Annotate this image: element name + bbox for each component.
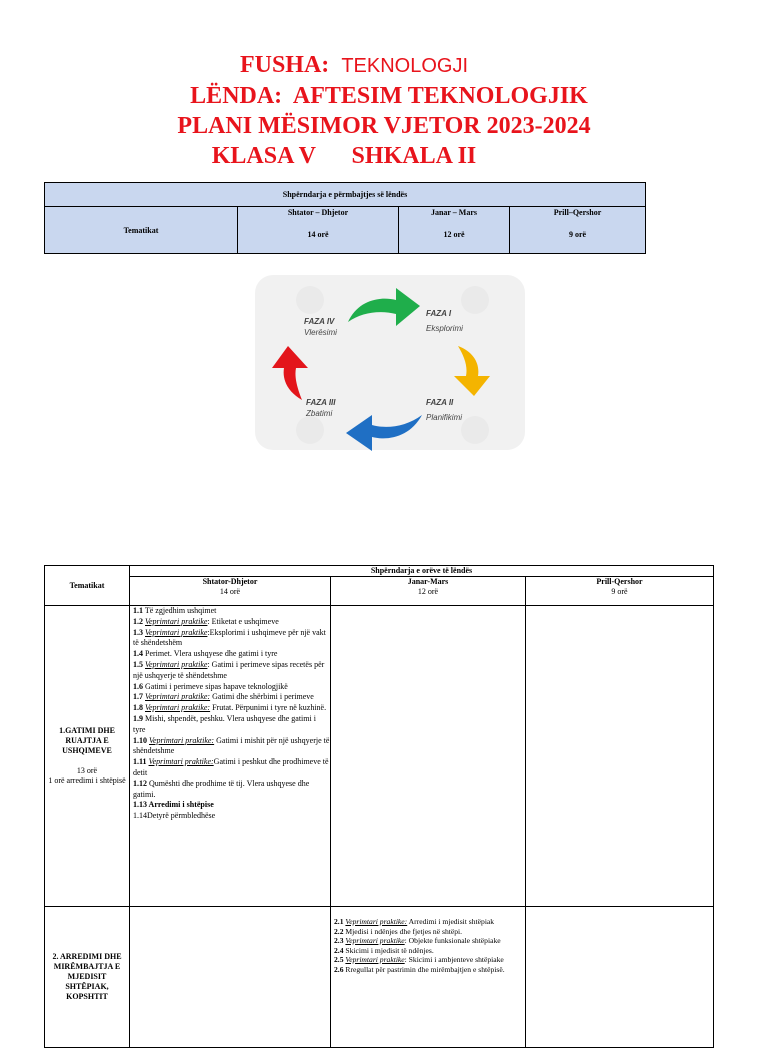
topic-item — [334, 946, 525, 956]
period-hours: 12 orë — [417, 587, 439, 596]
topic-text: Gatimi i peshkut dhe prodhimeve të detit — [133, 757, 329, 777]
phase-name: FAZA II — [426, 398, 454, 407]
theme-2-fall-cell — [130, 907, 331, 1048]
period-hours: 12 orë — [443, 230, 465, 239]
topic-item — [133, 628, 330, 650]
theme-1-winter-cell — [331, 606, 526, 907]
theme-hours: 13 orë — [76, 766, 98, 775]
fusha-label: FUSHA: — [239, 52, 330, 78]
practical-activity-label: Veprimtari praktike: — [345, 917, 408, 926]
period-hours: 9 orë — [568, 230, 587, 239]
topic-number: 2.4 — [334, 945, 344, 955]
topic-number: 1.9 — [133, 713, 143, 723]
red-arrow-icon — [258, 342, 320, 402]
document-title-block — [0, 50, 768, 171]
phase-1 — [426, 308, 463, 334]
topic-text: Arredimi i mjedisit shtëpiak — [407, 917, 495, 926]
topic-item: 1.14Detyrë përmbledhëse — [133, 811, 216, 821]
topic-text: Perimet. Vlera ushqyese dhe gatimi i tyre — [143, 649, 278, 659]
phase-name: FAZA IV — [304, 317, 335, 326]
topic-number: 1.11 — [133, 757, 147, 767]
topic-item — [334, 955, 525, 965]
subject-line — [0, 81, 768, 111]
topic-number: 2.3 — [334, 936, 344, 945]
klasa-label: KLASA V — [211, 143, 316, 169]
theme-1-fall-cell — [130, 606, 331, 907]
phase-2 — [426, 397, 462, 423]
period-name: Janar – Mars — [430, 208, 478, 217]
class-line — [0, 141, 768, 171]
topic-text: : Skicimi i ambjenteve shtëpiake — [404, 955, 504, 964]
period-header — [238, 207, 399, 254]
topic-number: 1.7 — [133, 692, 143, 702]
blue-arrow-icon — [342, 407, 426, 455]
topic-item: 1.13 Arredimi i shtëpise — [133, 800, 214, 810]
topic-item — [133, 606, 330, 617]
topic-item — [133, 703, 330, 714]
content-distribution-table — [44, 182, 646, 254]
phase-label: Planifikimi — [426, 413, 463, 422]
lenda-label: LËNDA: — [190, 83, 283, 109]
practical-activity-label: Veprimtari praktike: — [145, 692, 211, 702]
topic-list — [133, 606, 330, 800]
topic-text: Skicimi i mjedisit të ndënjes. — [343, 945, 434, 955]
practical-activity-label: Veprimtari praktike: — [145, 703, 211, 713]
period-name: Shtator – Dhjetor — [287, 208, 349, 217]
theme-2-cell — [45, 907, 130, 1048]
topic-number: 1.5 — [133, 659, 143, 669]
content-distribution-title: Shpërndarja e përmbajtjes së lëndës — [45, 183, 646, 207]
plan-title: PLANI MËSIMOR VJETOR 2023-2024 — [177, 113, 591, 139]
topic-text: Gatimi dhe shërbimi i perimeve — [210, 692, 314, 702]
theme-title: 2. ARREDIMI DHE MIRËMBAJTJA E MJEDISIT SHTËPIAK, KOPSHTIT — [52, 952, 122, 1001]
phase-4 — [304, 316, 337, 338]
practical-activity-label: Veprimtari praktike — [145, 616, 208, 626]
topic-text: Gatimi i perimeve sipas hapave teknologjikë — [143, 681, 288, 691]
themes-header: Tematikat — [45, 566, 130, 606]
topic-item — [133, 736, 330, 758]
practical-activity-label: Veprimtari praktike — [345, 955, 405, 964]
theme-2-winter-cell — [331, 907, 526, 1048]
topic-item — [133, 660, 330, 682]
topic-number: 2.6 — [334, 964, 344, 974]
topic-text: Mjedisi i ndënjes dhe fjetjes në shtëpi. — [343, 926, 463, 936]
topic-number: 1.10 — [133, 735, 147, 745]
period-header — [510, 207, 646, 254]
topic-text: Frutat. Përpunimi i tyre në kuzhinë. — [210, 703, 327, 713]
theme-title: 1.GATIMI DHE RUAJTJA E USHQIMEVE — [59, 726, 115, 755]
topic-number: 1.12 — [133, 778, 147, 788]
topic-item — [334, 917, 525, 927]
topic-number: 1.2 — [133, 616, 143, 626]
topic-text: : Gatimi i perimeve sipas recetës për një ushqyerje të shëndetshme — [133, 659, 325, 680]
hours-distribution-table — [44, 565, 714, 1048]
period-hours: 14 orë — [219, 587, 241, 596]
practical-activity-label: Veprimtari praktike: — [149, 735, 215, 745]
green-arrow-icon — [344, 282, 424, 332]
topic-item — [334, 936, 525, 946]
hours-distribution-title: Shpërndarja e orëve të lëndës — [130, 566, 714, 577]
phase-3 — [306, 397, 335, 419]
phase-label: Zbatimi — [306, 409, 333, 418]
period-name: Janar-Mars — [407, 577, 449, 586]
yellow-arrow-icon — [440, 342, 500, 398]
topic-number: 2.5 — [334, 955, 344, 964]
topic-item — [133, 692, 330, 703]
period-header — [130, 577, 331, 606]
topic-text: Të zgjedhim ushqimet — [143, 606, 217, 615]
period-name: Prill–Qershor — [553, 208, 602, 217]
phase-label: Eksplorimi — [426, 324, 463, 333]
shkala-label: SHKALA II — [351, 143, 477, 169]
topic-text: Gatimi i mishit për një ushqyerje të shëndetshme — [133, 735, 330, 756]
topic-number: 2.1 — [334, 917, 344, 926]
themes-header: Tematikat — [45, 207, 238, 254]
theme-extra-hours: 1 orë arredimi i shtëpisë — [48, 776, 126, 785]
topic-number: 1.4 — [133, 649, 143, 659]
topic-text: : Objekte funksionale shtëpiake — [404, 936, 501, 945]
topic-number: 2.2 — [334, 926, 344, 936]
phase-cycle-diagram — [250, 270, 530, 455]
period-header — [526, 577, 714, 606]
theme-2-spring-cell — [526, 907, 714, 1048]
topic-number: 1.6 — [133, 681, 143, 691]
period-header — [399, 207, 510, 254]
topic-text: : Etiketat e ushqimeve — [207, 616, 279, 626]
period-name: Shtator-Dhjetor — [202, 577, 258, 586]
period-header — [331, 577, 526, 606]
topic-item — [133, 682, 330, 693]
period-name: Prill-Qershor — [596, 577, 643, 586]
theme-1-cell — [45, 606, 130, 907]
phase-name: FAZA I — [426, 309, 452, 318]
topic-item — [133, 649, 330, 660]
practical-activity-label: Veprimtari praktike: — [148, 757, 214, 767]
phase-name: FAZA III — [306, 398, 336, 407]
practical-activity-label: Veprimtari praktike — [145, 627, 208, 637]
topic-item — [133, 779, 330, 801]
topic-text: Qumështi dhe prodhime të tij. Vlera ushqyese dhe gatimi. — [133, 778, 310, 799]
topic-number: 1.8 — [133, 703, 143, 713]
phase-label: Vlerësimi — [304, 328, 337, 337]
period-hours: 14 orë — [307, 230, 329, 239]
topic-number: 1.3 — [133, 627, 143, 637]
topic-item — [334, 965, 525, 975]
subject-area-line — [0, 50, 768, 81]
topic-item — [133, 757, 330, 779]
practical-activity-label: Veprimtari praktike — [145, 659, 208, 669]
theme-1-spring-cell — [526, 606, 714, 907]
topic-text: :Eksplorimi i ushqimeve për një vakt të shëndetshëm — [133, 627, 326, 648]
fusha-value: TEKNOLOGJI — [341, 55, 469, 77]
topic-item — [133, 714, 330, 736]
topic-text: Rregullat për pastrimin dhe mirëmbajtjen e shtëpisë. — [343, 964, 505, 974]
topic-list — [334, 917, 525, 974]
lenda-value: AFTESIM TEKNOLOGJIK — [292, 83, 588, 109]
topic-item — [334, 927, 525, 937]
topic-item — [133, 617, 330, 628]
topic-text: Mishi, shpendët, peshku. Vlera ushqyese dhe gatimi i tyre — [133, 713, 316, 734]
practical-activity-label: Veprimtari praktike — [345, 936, 405, 945]
period-hours: 9 orë — [611, 587, 628, 596]
topic-number: 1.1 — [133, 606, 143, 615]
